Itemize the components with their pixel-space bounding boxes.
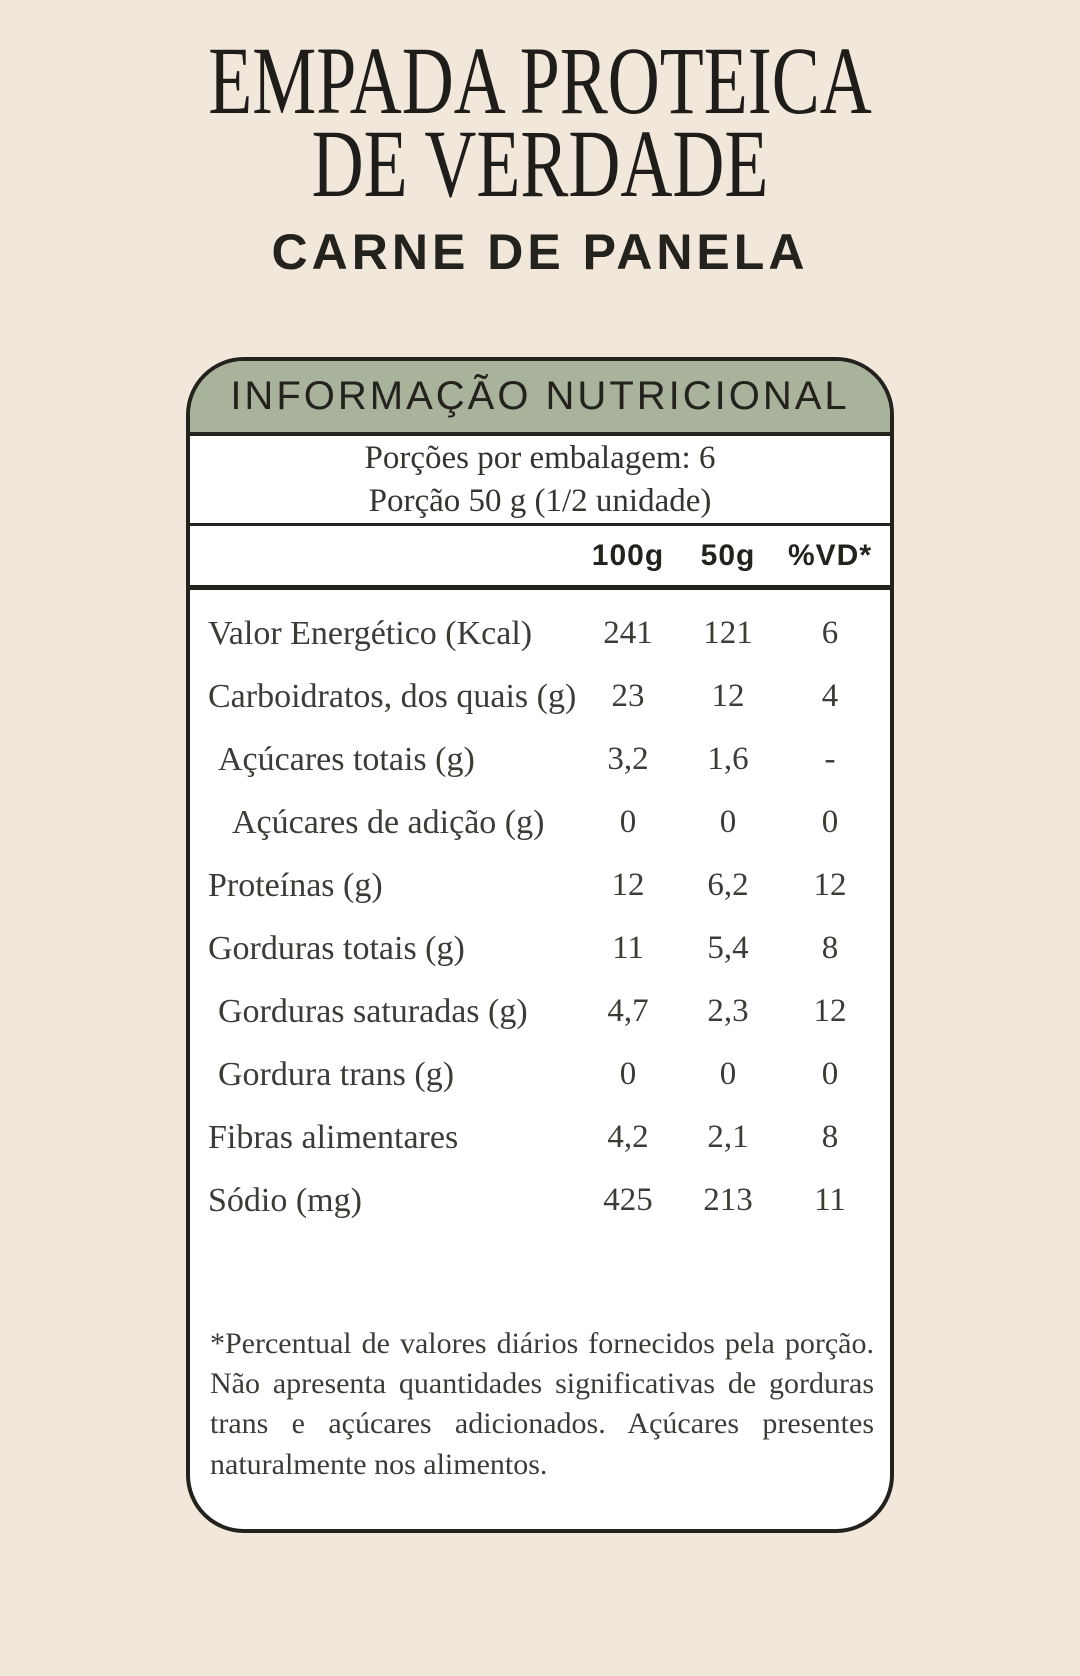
row-value-vd: 12 bbox=[813, 867, 847, 904]
row-value-50g: 2,1 bbox=[707, 1119, 749, 1156]
row-value-100g: 3,2 bbox=[607, 741, 649, 778]
table-row-sodium bbox=[190, 1169, 890, 1232]
table-row-carbs bbox=[190, 665, 890, 728]
nutrition-header-title: INFORMAÇÃO NUTRICIONAL bbox=[230, 374, 850, 419]
servings-section bbox=[190, 436, 890, 526]
row-value-100g: 4,2 bbox=[607, 1119, 649, 1156]
row-value-100g: 11 bbox=[612, 930, 644, 967]
row-label: Proteínas (g) bbox=[208, 866, 383, 904]
row-value-50g: 0 bbox=[719, 1056, 737, 1093]
table-row-protein bbox=[190, 854, 890, 917]
table-row-fiber bbox=[190, 1106, 890, 1169]
table-row-total-sugars bbox=[190, 728, 890, 791]
table-row-total-fat bbox=[190, 917, 890, 980]
row-label: Fibras alimentares bbox=[208, 1118, 459, 1156]
row-value-50g: 2,3 bbox=[707, 993, 749, 1030]
nutrition-card bbox=[186, 357, 894, 1533]
row-label: Gordura trans (g) bbox=[218, 1055, 455, 1093]
row-value-vd: - bbox=[824, 741, 836, 778]
row-label: Açúcares totais (g) bbox=[218, 740, 475, 778]
row-value-50g: 121 bbox=[703, 615, 753, 652]
row-value-50g: 6,2 bbox=[707, 867, 749, 904]
table-row-saturated-fat bbox=[190, 980, 890, 1043]
serving-size: Porção 50 g (1/2 unidade) bbox=[368, 482, 712, 519]
row-value-vd: 11 bbox=[814, 1182, 846, 1219]
row-value-vd: 8 bbox=[821, 1119, 839, 1156]
page-background bbox=[0, 27, 1080, 1676]
row-value-100g: 0 bbox=[619, 804, 637, 841]
column-header-50g: 50g bbox=[700, 538, 756, 572]
table-row-trans-fat bbox=[190, 1043, 890, 1106]
nutrition-table bbox=[190, 590, 890, 1232]
row-value-100g: 12 bbox=[611, 867, 645, 904]
product-title-line-2: DE VERDADE bbox=[311, 109, 769, 217]
column-header-vd: %VD* bbox=[787, 538, 873, 572]
row-value-100g: 241 bbox=[603, 615, 653, 652]
row-value-50g: 0 bbox=[719, 804, 737, 841]
row-value-vd: 0 bbox=[821, 1056, 839, 1093]
product-title bbox=[135, 27, 945, 217]
row-value-50g: 5,4 bbox=[707, 930, 749, 967]
row-label: Carboidratos, dos quais (g) bbox=[208, 677, 577, 715]
row-label: Açúcares de adição (g) bbox=[232, 803, 545, 841]
row-value-50g: 213 bbox=[703, 1182, 753, 1219]
row-value-50g: 12 bbox=[711, 678, 745, 715]
row-label: Gorduras saturadas (g) bbox=[218, 992, 528, 1030]
row-value-vd: 8 bbox=[821, 930, 839, 967]
row-value-vd: 4 bbox=[821, 678, 839, 715]
row-value-vd: 12 bbox=[813, 993, 847, 1030]
nutrition-header bbox=[190, 361, 890, 436]
row-value-vd: 6 bbox=[821, 615, 839, 652]
row-value-100g: 425 bbox=[603, 1182, 653, 1219]
table-row-energy bbox=[190, 602, 890, 665]
column-header-row bbox=[190, 526, 890, 590]
table-row-added-sugars bbox=[190, 791, 890, 854]
product-title-line-1: EMPADA PROTEICA bbox=[208, 27, 872, 134]
row-value-50g: 1,6 bbox=[707, 741, 749, 778]
column-header-100g: 100g bbox=[591, 538, 665, 572]
row-value-100g: 23 bbox=[611, 678, 645, 715]
row-label: Sódio (mg) bbox=[208, 1181, 362, 1219]
row-value-vd: 0 bbox=[821, 804, 839, 841]
row-value-100g: 0 bbox=[619, 1056, 637, 1093]
row-label: Valor Energético (Kcal) bbox=[208, 614, 533, 652]
row-label: Gorduras totais (g) bbox=[208, 929, 465, 967]
product-subtitle: CARNE DE PANELA bbox=[271, 224, 809, 281]
title-block bbox=[0, 27, 1080, 281]
row-value-100g: 4,7 bbox=[607, 993, 649, 1030]
servings-per-package: Porções por embalagem: 6 bbox=[364, 439, 716, 476]
footnote: *Percentual de valores diários fornecidos pela porção. Não apresenta quantidades significativas de gorduras trans e açúcares adicionados. Açúcares presentes naturalmente nos alimentos. bbox=[210, 1327, 874, 1481]
